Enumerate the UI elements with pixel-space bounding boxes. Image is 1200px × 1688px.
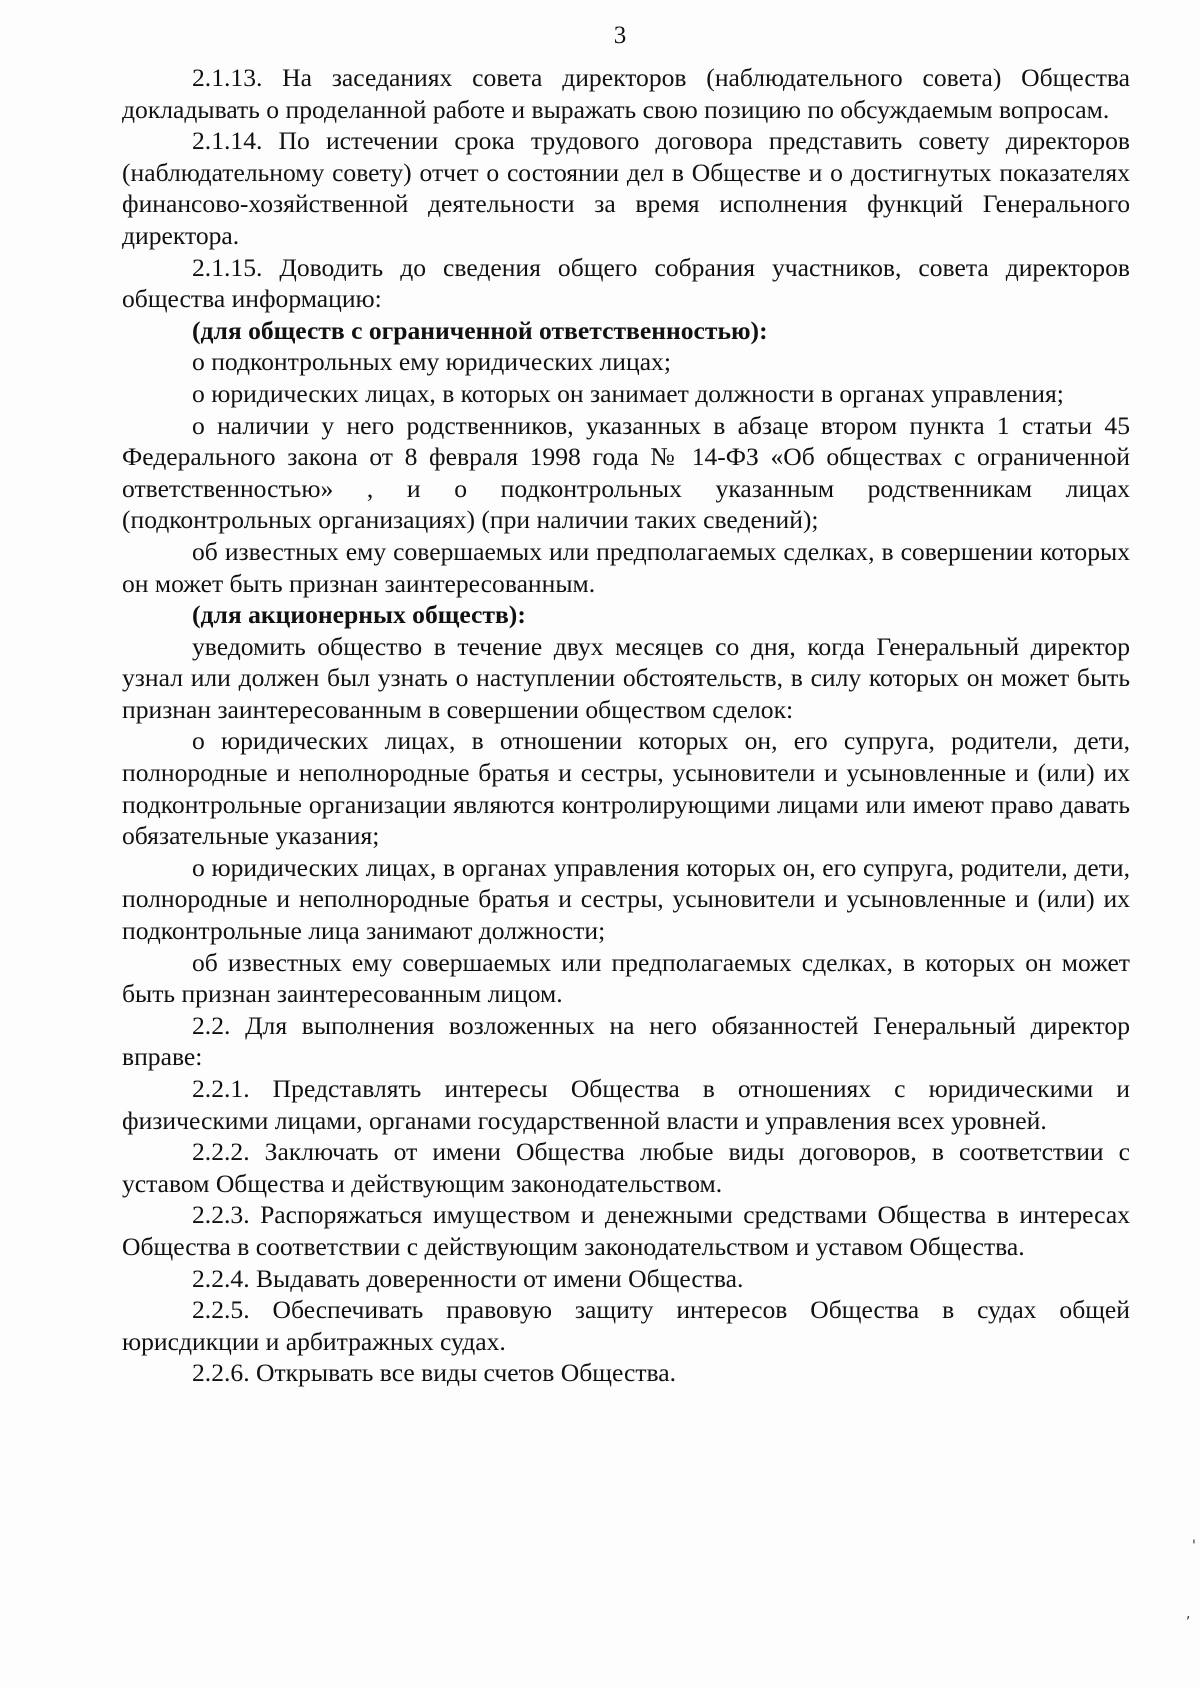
paragraph-controlling-persons: о юридических лицах, в отношении которых он, его супруга, родители, дети, полнородные и неполнородные братья и сестры, усыновители и усыновленные и (или) их подконтрольные организации являются контролирующими лицами или имеют право давать обязательные указания; — [122, 726, 1130, 851]
paragraph-relatives: о наличии у него родственников, указанных в абзаце втором пункта 1 статьи 45 Федерального закона от 8 февраля 1998 года № 14-ФЗ «Об обществах с ограниченной ответственностью» , и о подконтрольных указанным родственникам лицах (подконтрольных организациях) (при наличии таких сведений); — [122, 410, 1130, 535]
paragraph-management-bodies: о юридических лицах, в органах управления которых он, его супруга, родители, дети, полнородные и неполнородные братья и сестры, усыновители и усыновленные и (или) их подконтрольные лица занимают должности; — [122, 852, 1130, 946]
document-body — [122, 62, 1130, 1389]
paragraph-notify-company: уведомить общество в течение двух месяцев со дня, когда Генеральный директор узнал или должен был узнать о наступлении обстоятельств, в силу которых он может быть признан заинтересованным в совершении обществом сделок: — [122, 631, 1130, 724]
paragraph-known-transactions-jsc: об известных ему совершаемых или предполагаемых сделках, в которых он может быть признан заинтересованным лицом. — [122, 947, 1130, 1009]
scan-speck: ' — [1192, 1538, 1196, 1554]
paragraph-known-transactions-llc: об известных ему совершаемых или предполагаемых сделках, в совершении которых он может быть признан заинтересованным. — [122, 536, 1130, 598]
paragraph-2-1-13: 2.1.13. На заседаниях совета директоров (наблюдательного совета) Общества докладывать о проделанной работе и выражать свою позицию по обсуждаемым вопросам. — [122, 63, 1130, 124]
heading-joint-stock: (для акционерных обществ): — [192, 600, 526, 630]
paragraph-2-1-14: 2.1.14. По истечении срока трудового договора представить совету директоров (наблюдательному совету) отчет о состоянии дел в Обществе и о достигнутых показателях финансово-хозяйственной деятельности за время исполнения функций Генерального директора. — [122, 126, 1130, 250]
paragraph-2-2-3: 2.2.3. Распоряжаться имуществом и денежными средствами Общества в интересах Общества в соответствии с действующим законодательством и уставом Общества. — [122, 1200, 1130, 1261]
page-number: 3 — [613, 22, 627, 49]
paragraph-2-2-1: 2.2.1. Представлять интересы Общества в отношениях с юридическими и физическими лицами, органами государственной власти и управления всех уровней. — [122, 1074, 1130, 1135]
paragraph-2-2: 2.2. Для выполнения возложенных на него обязанностей Генеральный директор вправе: — [122, 1010, 1130, 1072]
paragraph-controlled-entities: о подконтрольных ему юридических лицах; — [192, 347, 671, 377]
paragraph-management-positions: о юридических лицах, в которых он занимает должности в органах управления; — [192, 378, 1064, 408]
paragraph-2-2-6: 2.2.6. Открывать все виды счетов Общества. — [192, 1358, 677, 1388]
paragraph-2-2-4: 2.2.4. Выдавать доверенности от имени Общества. — [192, 1263, 744, 1293]
paragraph-2-2-2: 2.2.2. Заключать от имени Общества любые виды договоров, в соответствии с уставом Общества и действующим законодательством. — [122, 1137, 1130, 1198]
paragraph-2-2-5: 2.2.5. Обеспечивать правовую защиту интересов Общества в судах общей юрисдикции и арбитражных судах. — [122, 1295, 1130, 1356]
paragraph-2-1-15: 2.1.15. Доводить до сведения общего собрания участников, совета директоров общества информацию: — [122, 252, 1130, 314]
scan-speck: , — [1186, 1606, 1191, 1622]
heading-llc: (для обществ с ограниченной ответственностью): — [192, 315, 768, 345]
